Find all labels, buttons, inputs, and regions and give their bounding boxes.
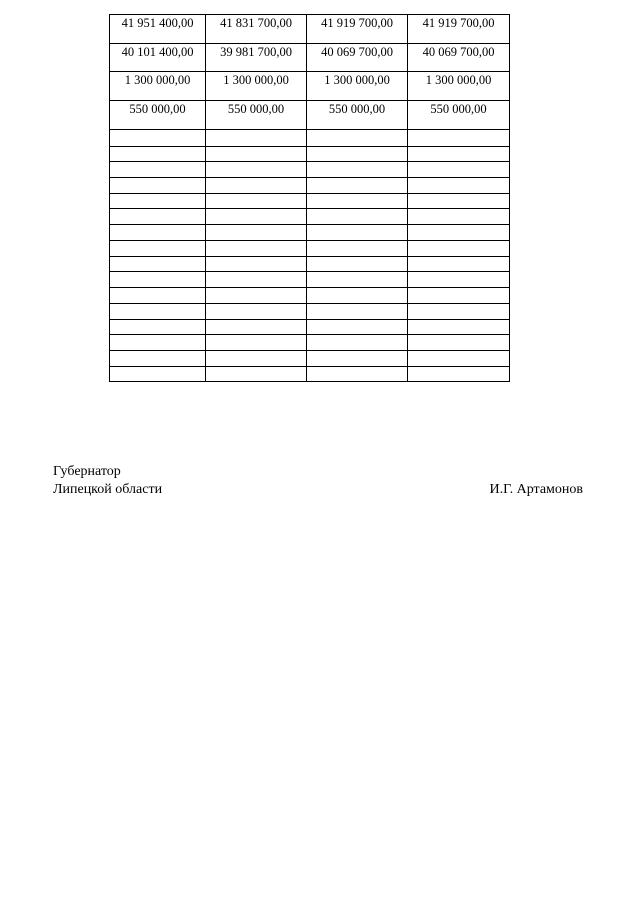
- table-cell: 550 000,00: [206, 101, 307, 130]
- table-cell: [206, 351, 307, 367]
- signature-block: [53, 463, 583, 499]
- table-cell: [307, 225, 408, 241]
- table-cell: [307, 130, 408, 147]
- table-cell: [408, 304, 510, 320]
- signatory-region: Липецкой области: [53, 482, 163, 497]
- table-cell: [110, 320, 206, 335]
- budget-table: [109, 14, 510, 382]
- table-cell: [408, 162, 510, 178]
- table-cell: [206, 335, 307, 351]
- table-cell: [307, 257, 408, 272]
- table-row: [110, 130, 510, 147]
- table-cell: [408, 147, 510, 162]
- table-cell: 1 300 000,00: [206, 72, 307, 101]
- table-cell: [408, 257, 510, 272]
- table-cell: [307, 320, 408, 335]
- table-cell: 40 101 400,00: [110, 44, 206, 72]
- table-cell: [408, 288, 510, 304]
- table-cell: 40 069 700,00: [408, 44, 510, 72]
- table-cell: [307, 209, 408, 225]
- table-cell: [307, 335, 408, 351]
- table-cell: 550 000,00: [307, 101, 408, 130]
- table-cell: [307, 162, 408, 178]
- table-row: [110, 101, 510, 130]
- table-cell: [206, 288, 307, 304]
- table-cell: [307, 304, 408, 320]
- signature-line-1: [53, 463, 583, 481]
- table-row: [110, 288, 510, 304]
- table-cell: [206, 320, 307, 335]
- table-row: [110, 209, 510, 225]
- table-row: [110, 351, 510, 367]
- table-cell: 41 951 400,00: [110, 15, 206, 44]
- table-cell: [307, 351, 408, 367]
- table-cell: [110, 209, 206, 225]
- table-row: [110, 44, 510, 72]
- budget-table-body: [110, 15, 510, 382]
- table-cell: [110, 194, 206, 209]
- table-row: [110, 162, 510, 178]
- table-cell: [408, 178, 510, 194]
- table-cell: [206, 257, 307, 272]
- table-cell: [110, 304, 206, 320]
- table-cell: [206, 147, 307, 162]
- table-cell: [110, 272, 206, 288]
- table-cell: [408, 130, 510, 147]
- table-cell: [206, 130, 307, 147]
- table-cell: [110, 288, 206, 304]
- table-row: [110, 257, 510, 272]
- table-row: [110, 72, 510, 101]
- table-row: [110, 147, 510, 162]
- signatory-name: И.Г. Артамонов: [489, 482, 583, 497]
- table-row: [110, 272, 510, 288]
- table-cell: [408, 194, 510, 209]
- table-cell: 1 300 000,00: [408, 72, 510, 101]
- table-cell: 41 919 700,00: [307, 15, 408, 44]
- table-cell: [408, 241, 510, 257]
- table-cell: [110, 351, 206, 367]
- table-cell: [408, 320, 510, 335]
- table-cell: [206, 367, 307, 382]
- table-cell: [110, 241, 206, 257]
- table-cell: 550 000,00: [408, 101, 510, 130]
- table-cell: 39 981 700,00: [206, 44, 307, 72]
- table-cell: [206, 178, 307, 194]
- table-cell: 550 000,00: [110, 101, 206, 130]
- table-cell: [408, 225, 510, 241]
- table-row: [110, 367, 510, 382]
- table-cell: [307, 178, 408, 194]
- table-cell: [110, 178, 206, 194]
- table-cell: [408, 367, 510, 382]
- table-cell: [110, 257, 206, 272]
- table-cell: [206, 194, 307, 209]
- table-row: [110, 335, 510, 351]
- table-cell: [307, 288, 408, 304]
- table-cell: 1 300 000,00: [307, 72, 408, 101]
- table-cell: [307, 367, 408, 382]
- table-row: [110, 194, 510, 209]
- table-cell: [206, 162, 307, 178]
- table-cell: [307, 241, 408, 257]
- table-cell: [206, 304, 307, 320]
- table-cell: 1 300 000,00: [110, 72, 206, 101]
- table-cell: [110, 367, 206, 382]
- table-cell: [206, 209, 307, 225]
- table-cell: [110, 335, 206, 351]
- table-cell: [110, 162, 206, 178]
- table-cell: [408, 209, 510, 225]
- table-cell: [206, 272, 307, 288]
- table-cell: [206, 241, 307, 257]
- table-cell: [110, 130, 206, 147]
- table-cell: 40 069 700,00: [307, 44, 408, 72]
- table-cell: [408, 272, 510, 288]
- table-cell: 41 919 700,00: [408, 15, 510, 44]
- table-cell: 41 831 700,00: [206, 15, 307, 44]
- table-row: [110, 178, 510, 194]
- signatory-position: Губернатор: [53, 464, 121, 479]
- table-cell: [110, 147, 206, 162]
- table-row: [110, 241, 510, 257]
- table-row: [110, 225, 510, 241]
- table-row: [110, 15, 510, 44]
- signature-line-2: [53, 481, 583, 499]
- table-cell: [307, 272, 408, 288]
- table-cell: [206, 225, 307, 241]
- table-cell: [307, 147, 408, 162]
- table-cell: [408, 335, 510, 351]
- table-cell: [408, 351, 510, 367]
- table-row: [110, 320, 510, 335]
- table-cell: [110, 225, 206, 241]
- table-row: [110, 304, 510, 320]
- table-cell: [307, 194, 408, 209]
